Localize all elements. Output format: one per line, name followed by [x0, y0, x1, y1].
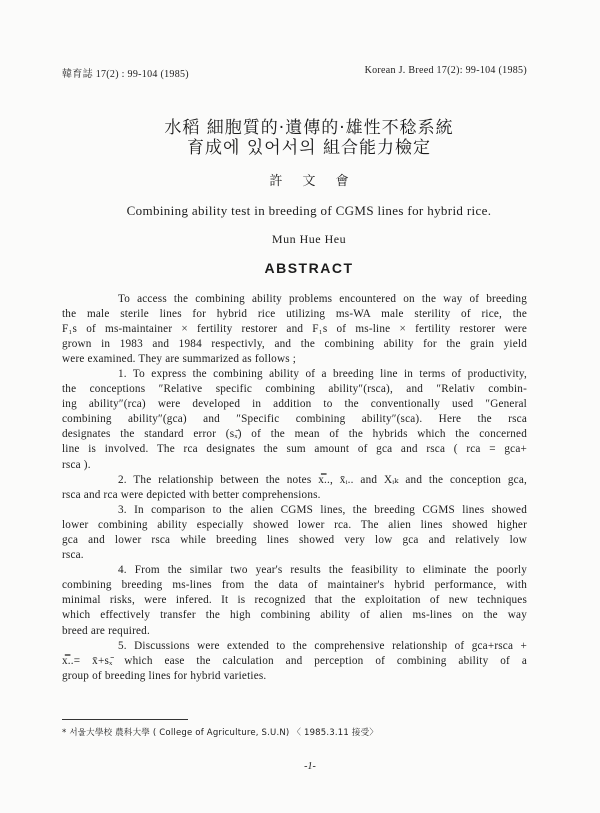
abstract-line: x̿..= x̄+sₓ̄ which ease the calculation and perception of combining ability of a: [62, 654, 527, 667]
journal-citation-english: Korean J. Breed 17(2): 99-104 (1985): [364, 65, 527, 76]
abstract-line: lower combining ability especially showed lower rca. The alien lines showed higher: [62, 518, 527, 531]
title-native-line-1: 水稻 細胞質的·遺傳的·雄性不稔系統: [164, 118, 454, 138]
abstract-paragraph-3: [62, 503, 527, 563]
abstract-paragraph-5: [62, 639, 527, 684]
page-number: -1-: [304, 761, 316, 772]
abstract-body: [62, 292, 527, 684]
abstract-paragraph-1: [62, 367, 527, 473]
abstract-line: were examined. They are summarized as follows ;: [62, 352, 297, 365]
abstract-line: minimal risks, were infered. It is recognized that the exploitation of new techniques: [62, 594, 527, 607]
abstract-line: the male sterile lines for hybrid rice utilizing ms-WA male sterility of rice, the: [62, 307, 527, 320]
abstract-paragraph-intro: [62, 292, 527, 367]
abstract-line: combining breeding ms-lines from the data of maintainer's hybrid performance, with: [62, 579, 527, 592]
abstract-line: ing ability″(rca) were developed in addition to the conventionally used ″General: [62, 398, 527, 411]
footnote-divider: [62, 719, 188, 720]
abstract-line: group of breeding lines for hybrid varieties.: [62, 669, 267, 682]
journal-citation-native: 韓育誌 17(2) : 99-104 (1985): [62, 69, 189, 80]
footnote-affiliation: * 서울大學校 農科大學 ( College of Agriculture, S.U.N) 〈 1985.3.11 接受〉: [62, 728, 379, 738]
abstract-line: 4. From the similar two year's results the feasibility to eliminate the poorly: [118, 564, 527, 577]
abstract-line: 3. In comparison to the alien CGMS lines, the breeding CGMS lines showed: [118, 503, 527, 516]
abstract-line: 2. The relationship between the notes x̿.., x̄ᵢ.. and Xᵢₖ and the conception gca,: [118, 473, 527, 486]
author-native: 許 文 會: [269, 174, 349, 189]
abstract-line: rsca ).: [62, 458, 91, 471]
abstract-line: To access the combining ability problems encountered on the way of breeding: [118, 292, 527, 305]
title-english: Combining ability test in breeding of CGMS lines for hybrid rice.: [126, 203, 492, 218]
author-english: Mun Hue Heu: [271, 232, 347, 246]
abstract-line: designates the standard error (sₓ̄) of the mean of the hybrids which the concerned: [62, 428, 527, 441]
abstract-line: grown in 1983 and 1984 respectivly, and the combining ability for the grain yield: [62, 337, 527, 350]
abstract-line: 5. Discussions were extended to the comprehensive relationship of gca+rsca +: [118, 639, 527, 652]
abstract-line: combining ability″(gca) and ″Specific combining ability″(sca). Here the rsca: [62, 413, 527, 426]
abstract-line: rsca.: [62, 549, 84, 562]
abstract-line: line is involved. The rca designates the sum amount of gca and rsca ( rca = gca+: [62, 443, 527, 456]
abstract-line: the conceptions ″Relative specific combining ability″(rsca), and ″Relativ combin-: [62, 383, 527, 396]
abstract-paragraph-4: [62, 563, 527, 638]
abstract-heading: ABSTRACT: [264, 260, 354, 276]
abstract-line: which effectively transfer the high combining ability of alien ms-lines on the way: [62, 609, 527, 622]
abstract-paragraph-2: [62, 473, 527, 503]
abstract-line: F₁s of ms-maintainer × fertility restorer and F₁s of ms-line × fertility restorer were: [62, 322, 527, 335]
abstract-line: 1. To express the combining ability of a breeding line in terms of productivity,: [118, 367, 527, 380]
abstract-line: rsca and rca were depicted with better comprehensions.: [62, 488, 321, 501]
abstract-line: breed are required.: [62, 624, 150, 637]
title-native-line-2: 育成에 있어서의 組合能力檢定: [187, 138, 431, 158]
abstract-line: gca and lower rsca while breeding lines showed very low gca and relatively low: [62, 534, 527, 546]
